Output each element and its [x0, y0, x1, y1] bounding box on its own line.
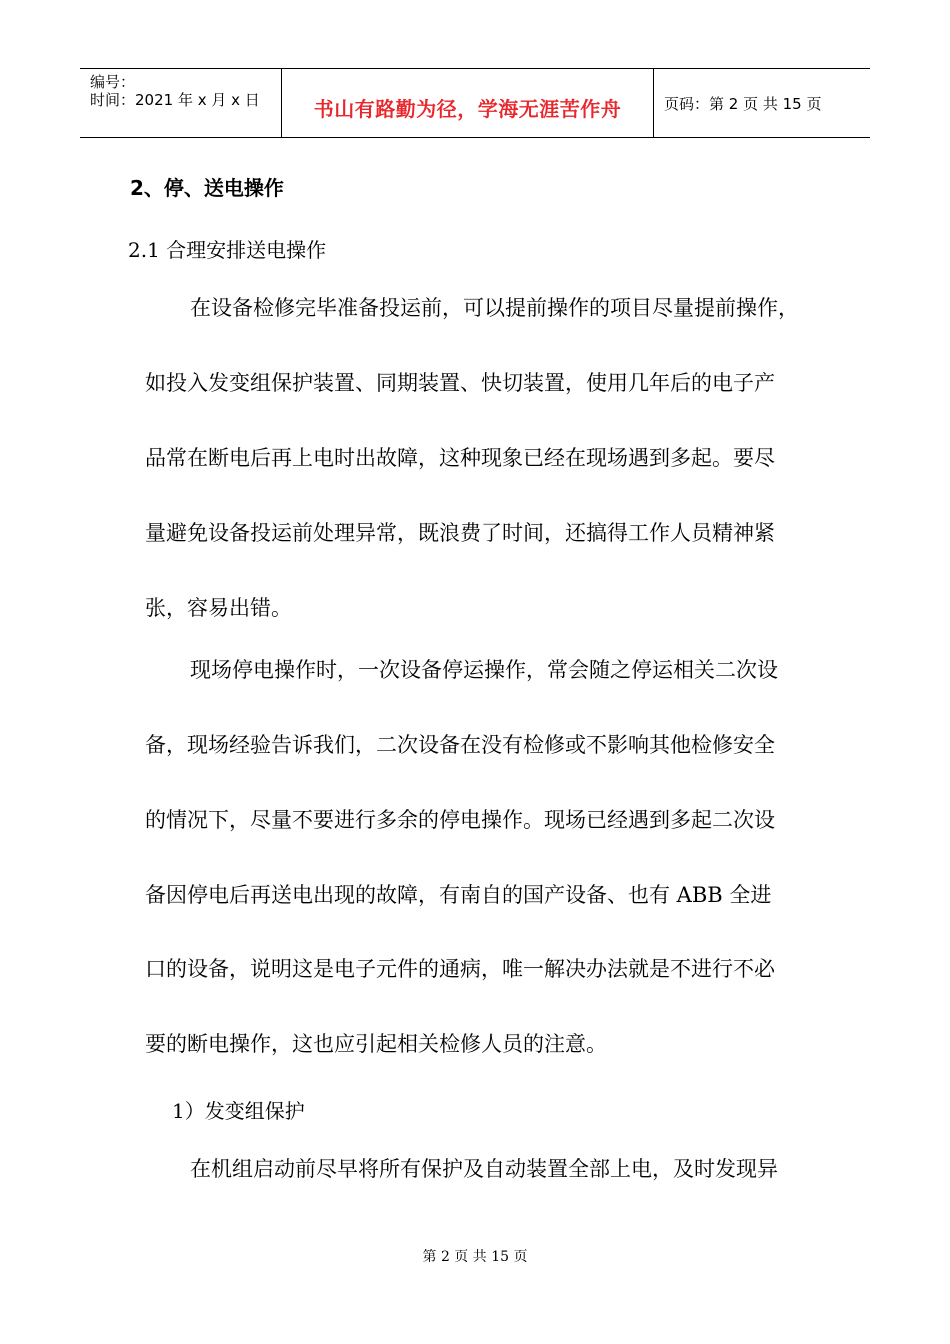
- page-footer: 第 2 页 共 15 页: [422, 1249, 528, 1265]
- paragraph-line: 张，容易出错。: [145, 596, 292, 620]
- paragraph-line: 备因停电后再送电出现的故障，有南自的国产设备、也有 ABB 全进: [145, 883, 772, 907]
- header-left-cell: [80, 69, 282, 137]
- number-label: 编号：: [90, 73, 136, 91]
- paragraph-line: 在机组启动前尽早将所有保护及自动装置全部上电，及时发现异: [190, 1157, 778, 1181]
- paragraph-line: 量避免设备投运前处理异常，既浪费了时间，还搞得工作人员精神紧: [145, 521, 775, 545]
- section-title: 2、停、送电操作: [130, 176, 284, 200]
- subsection-title: 2.1 合理安排送电操作: [128, 238, 327, 262]
- paragraph-line: 如投入发变组保护装置、同期装置、快切装置，使用几年后的电子产: [145, 371, 775, 395]
- item-title: 1）发变组保护: [172, 1099, 305, 1123]
- paragraph-line: 要的断电操作，这也应引起相关检修人员的注意。: [145, 1032, 607, 1056]
- paragraph-line: 口的设备，说明这是电子元件的通病，唯一解决办法就是不进行不必: [145, 957, 775, 981]
- paragraph-line: 在设备检修完毕准备投运前，可以提前操作的项目尽量提前操作，: [190, 296, 799, 320]
- header-page-cell: [654, 69, 870, 137]
- paragraph-line: 品常在断电后再上电时出故障，这种现象已经在现场遇到多起。要尽: [145, 446, 775, 470]
- page-info: 页码：第 2 页 共 15 页: [664, 95, 822, 113]
- paragraph-line: 的情况下，尽量不要进行多余的停电操作。现场已经遇到多起二次设: [145, 808, 775, 832]
- time-label: 时间：2021 年 x 月 x 日: [90, 91, 260, 109]
- header-table: [80, 68, 870, 138]
- paragraph-line: 现场停电操作时，一次设备停运操作，常会随之停运相关二次设: [190, 658, 778, 682]
- header-motto-cell: [282, 69, 654, 137]
- paragraph-line: 备，现场经验告诉我们，二次设备在没有检修或不影响其他检修安全: [145, 733, 775, 757]
- motto: 书山有路勤为径，学海无涯苦作舟: [313, 97, 622, 121]
